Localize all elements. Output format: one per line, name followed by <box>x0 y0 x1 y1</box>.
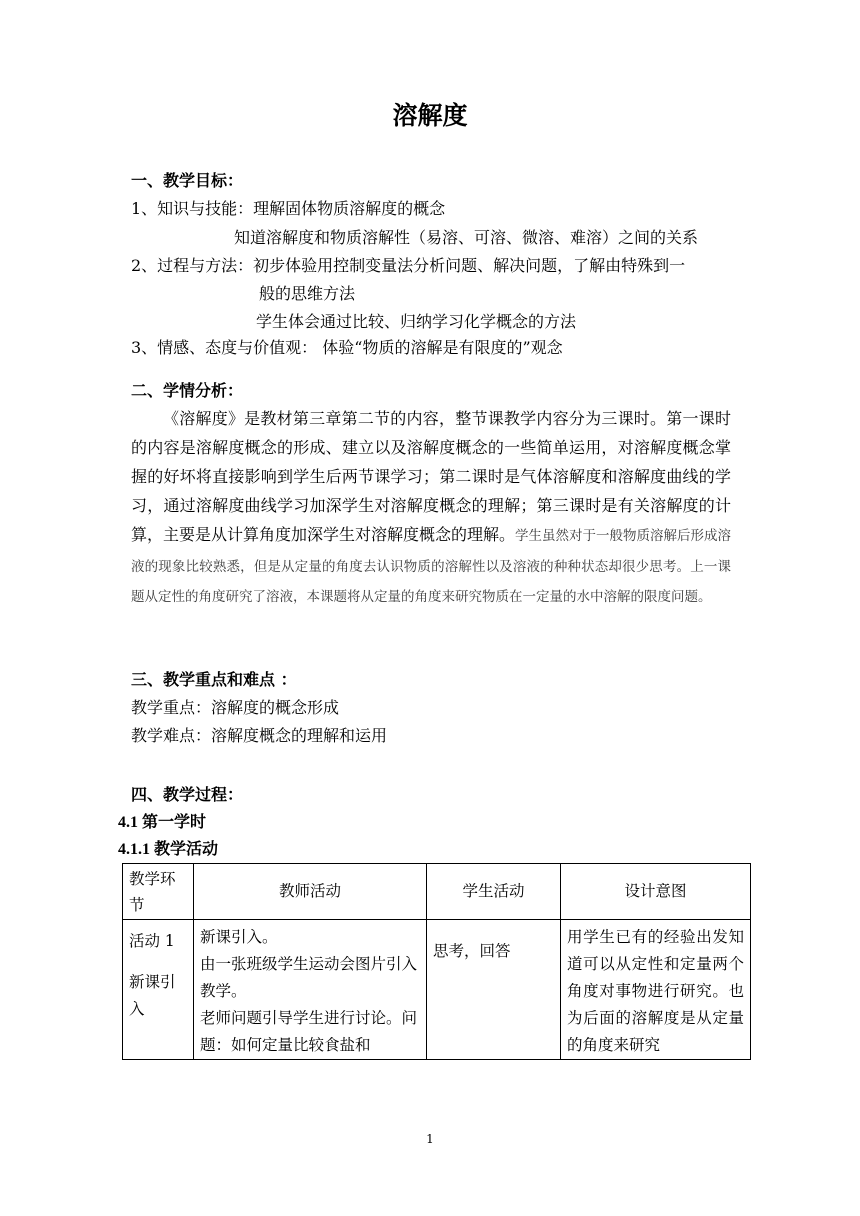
student-analysis-body <box>131 404 731 612</box>
section-key-points-heading: 三、教学重点和难点 ： <box>131 670 297 689</box>
cell-student-activity: 思考，回答 <box>427 920 561 1060</box>
table-header-row <box>123 864 751 920</box>
student-analysis-main-text: 《溶解度》是教材第三章第二节的内容，整节课教学内容分为三课时。第一课时的内容是溶解度概念的形成、建立以及溶解度概念的一些简单运用，对溶解度概念掌握的好坏将直接影响到学生后两节课学习；第二课时是气体溶解度和溶解度曲线的学习，通过溶解度曲线学习加深学生对溶解度概念的理解；第三课时是有关溶解度的计算，主要是从计算角度加深学生对溶解度概念的理解。 <box>131 409 731 544</box>
section-teaching-process-heading: 四、教学过程： <box>131 785 244 804</box>
student-analysis-small-text: 学生虽然对于一般物质溶解后形成溶液的现象比较熟悉，但是从定量的角度去认识物质的溶解性以及溶液的种种状态却很少思考。上一课题从定性的角度研究了溶液，本课题将从定量的角度来研究物质在一定量的水中溶解的限度问题。 <box>131 528 732 605</box>
section-student-analysis-heading: 二、学情分析： <box>131 381 244 400</box>
subsection-teaching-activity: 4.1.1 教学活动 <box>118 841 219 858</box>
goal-process-methods-wrap: 般的思维方法 <box>259 284 356 303</box>
goal-knowledge-skills-continued: 知道溶解度和物质溶解性（易溶、可溶、微溶、难溶）之间的关系 <box>234 228 699 247</box>
page-number: 1 <box>426 1132 434 1146</box>
subsection-first-lesson: 4.1 第一学时 <box>118 814 207 831</box>
goal-process-methods: 2、过程与方法：初步体验用控制变量法分析问题、解决问题，了解由特殊到一 <box>131 256 686 275</box>
page-title: 溶解度 <box>392 101 468 130</box>
goal-knowledge-skills: 1、知识与技能：理解固体物质溶解度的概念 <box>131 199 446 218</box>
goal-attitude-values: 3、情感、态度与价值观： 体验“物质的溶解是有限度的”观念 <box>131 338 563 357</box>
section-teaching-goals-heading: 一、教学目标： <box>131 171 244 190</box>
goal-process-methods-continued: 学生体会通过比较、归纳学习化学概念的方法 <box>256 312 577 331</box>
teaching-activity-table <box>122 863 751 1060</box>
cell-teacher-activity: 新课引入。 由一张班级学生运动会图片引入教学。 老师问题引导学生进行讨论。问题：如何定量比较食盐和 <box>194 920 427 1060</box>
header-student-activity: 学生活动 <box>427 864 561 920</box>
difficulty-point: 教学难点：溶解度概念的理解和运用 <box>131 726 388 745</box>
header-teacher-activity: 教师活动 <box>194 864 427 920</box>
key-point: 教学重点：溶解度的概念形成 <box>131 698 340 717</box>
table-row <box>123 920 751 1060</box>
header-stage: 教学环节 <box>123 864 194 920</box>
stage-activity-label: 活动 1 <box>129 932 175 950</box>
cell-stage <box>123 920 194 1060</box>
header-design-intent: 设计意图 <box>561 864 751 920</box>
cell-design-intent: 用学生已有的经验出发知道可以从定性和定量两个角度对事物进行研究。也为后面的溶解度是从定量的角度来研究 <box>561 920 751 1060</box>
stage-name: 新课引入 <box>129 973 176 1018</box>
